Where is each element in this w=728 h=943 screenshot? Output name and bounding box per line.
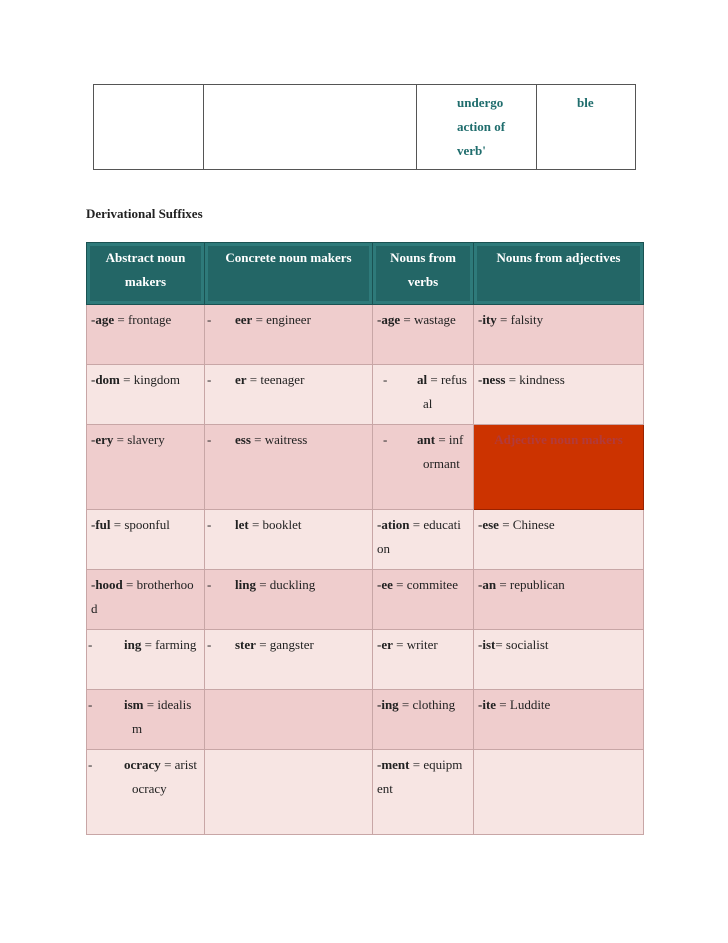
suffix-text: -an [478, 577, 497, 592]
table-cell [474, 750, 644, 835]
table-cell [417, 85, 537, 170]
table-cell [373, 305, 474, 365]
example-text: = brotherhood [91, 577, 194, 616]
table-cell [87, 570, 205, 630]
example-text: = slavery [113, 432, 165, 447]
table-cell [87, 510, 205, 570]
table-cell [87, 305, 205, 365]
example-text: = clothing [398, 697, 456, 712]
previous-table-fragment [93, 84, 636, 170]
bullet-dash: - [383, 372, 388, 387]
table-cell [87, 750, 205, 835]
table-cell [474, 630, 644, 690]
suffix-text: -ite [478, 697, 497, 712]
suffix-text: -hood [91, 577, 123, 592]
suffix-text: er [235, 372, 247, 387]
table-cell [474, 425, 644, 510]
table-cell [373, 510, 474, 570]
suffix-text: -age [91, 312, 115, 327]
suffix-text: ing [124, 637, 142, 652]
example-text: = gangster [255, 637, 314, 652]
example-text: = booklet [248, 517, 302, 532]
table-row [94, 85, 636, 170]
table-cell [205, 510, 373, 570]
derivational-suffixes-table [86, 242, 644, 835]
suffix-text: -ity [478, 312, 497, 327]
suffix-text: -ful [91, 517, 111, 532]
table-row [87, 425, 644, 510]
example-text: = writer [392, 637, 438, 652]
table-cell [94, 85, 204, 170]
table-row [87, 570, 644, 630]
suffix-text: -ist [478, 637, 496, 652]
table-cell [373, 570, 474, 630]
suffix-text: al [417, 372, 428, 387]
example-text: = falsity [496, 312, 544, 327]
example-text: = education [377, 517, 461, 556]
column-header: Concrete noun makers [205, 243, 373, 305]
suffix-text: -dom [91, 372, 120, 387]
meaning-text: undergo action of verb' [457, 95, 506, 158]
example-text: = wastage [400, 312, 456, 327]
example-text: = equipment [377, 757, 463, 796]
example-text: = socialist [495, 637, 549, 652]
suffix-text: -ese [478, 517, 499, 532]
table-row [87, 510, 644, 570]
bullet-dash: - [88, 757, 93, 772]
column-header: Abstract noun makers [87, 243, 205, 305]
table-row [87, 305, 644, 365]
table-cell [205, 425, 373, 510]
table-cell [373, 690, 474, 750]
column-header: Nouns from adjectives [474, 243, 644, 305]
suffix-fragment: ble [577, 95, 594, 110]
table-cell [373, 750, 474, 835]
example-text: = kingdom [119, 372, 180, 387]
column-header: Nouns from verbs [373, 243, 474, 305]
example-text: = kindness [505, 372, 565, 387]
example-text: = waitress [250, 432, 308, 447]
bullet-dash: - [207, 637, 212, 652]
table-cell [205, 570, 373, 630]
highlight-label: Adjective noun makers [494, 432, 623, 447]
suffix-text: let [235, 517, 249, 532]
bullet-dash: - [207, 372, 212, 387]
table-cell [204, 85, 417, 170]
table-cell [474, 365, 644, 425]
suffix-text: -ation [377, 517, 410, 532]
example-text: = frontage [114, 312, 172, 327]
example-text: = Luddite [496, 697, 551, 712]
suffix-text: -er [377, 637, 393, 652]
table-cell [87, 690, 205, 750]
table-cell [474, 690, 644, 750]
table-cell [474, 570, 644, 630]
table-cell [373, 630, 474, 690]
table-cell [205, 365, 373, 425]
suffix-text: eer [235, 312, 253, 327]
bullet-dash: - [383, 432, 388, 447]
bullet-dash: - [207, 517, 212, 532]
suffix-text: ess [235, 432, 251, 447]
table-cell [205, 630, 373, 690]
bullet-dash: - [88, 697, 93, 712]
table-cell [474, 305, 644, 365]
example-text: = spoonful [110, 517, 170, 532]
table-cell [87, 365, 205, 425]
example-text: = farming [141, 637, 197, 652]
example-text: = informant [423, 432, 464, 471]
table-header-row [87, 243, 644, 305]
suffix-text: -ery [91, 432, 114, 447]
suffix-text: -ing [377, 697, 399, 712]
example-text: = teenager [246, 372, 305, 387]
example-text: = refusal [423, 372, 467, 411]
suffix-text: ism [124, 697, 144, 712]
bullet-dash: - [207, 432, 212, 447]
table-cell [373, 425, 474, 510]
suffix-text: ling [235, 577, 256, 592]
bullet-dash: - [207, 577, 212, 592]
example-text: = duckling [255, 577, 316, 592]
bullet-dash: - [88, 637, 93, 652]
example-text: = republican [496, 577, 565, 592]
suffix-text: -age [377, 312, 401, 327]
suffix-text: ster [235, 637, 256, 652]
table-cell [373, 365, 474, 425]
table-cell [87, 425, 205, 510]
example-text: = idealism [132, 697, 192, 736]
table-cell [537, 85, 636, 170]
section-heading: Derivational Suffixes [86, 206, 203, 221]
suffix-text: ant [417, 432, 436, 447]
example-text: = Chinese [498, 517, 555, 532]
suffix-text: ocracy [124, 757, 161, 772]
suffix-text: -ment [377, 757, 410, 772]
table-cell [87, 630, 205, 690]
suffix-text: -ee [377, 577, 393, 592]
table-cell [205, 690, 373, 750]
bullet-dash: - [207, 312, 212, 327]
table-cell [205, 305, 373, 365]
table-cell [474, 510, 644, 570]
example-text: = engineer [252, 312, 311, 327]
example-text: = commitee [392, 577, 458, 592]
example-text: = aristocracy [132, 757, 198, 796]
table-row [87, 690, 644, 750]
suffix-text: -ness [478, 372, 506, 387]
table-row [87, 630, 644, 690]
table-cell [205, 750, 373, 835]
table-row [87, 365, 644, 425]
table-row [87, 750, 644, 835]
